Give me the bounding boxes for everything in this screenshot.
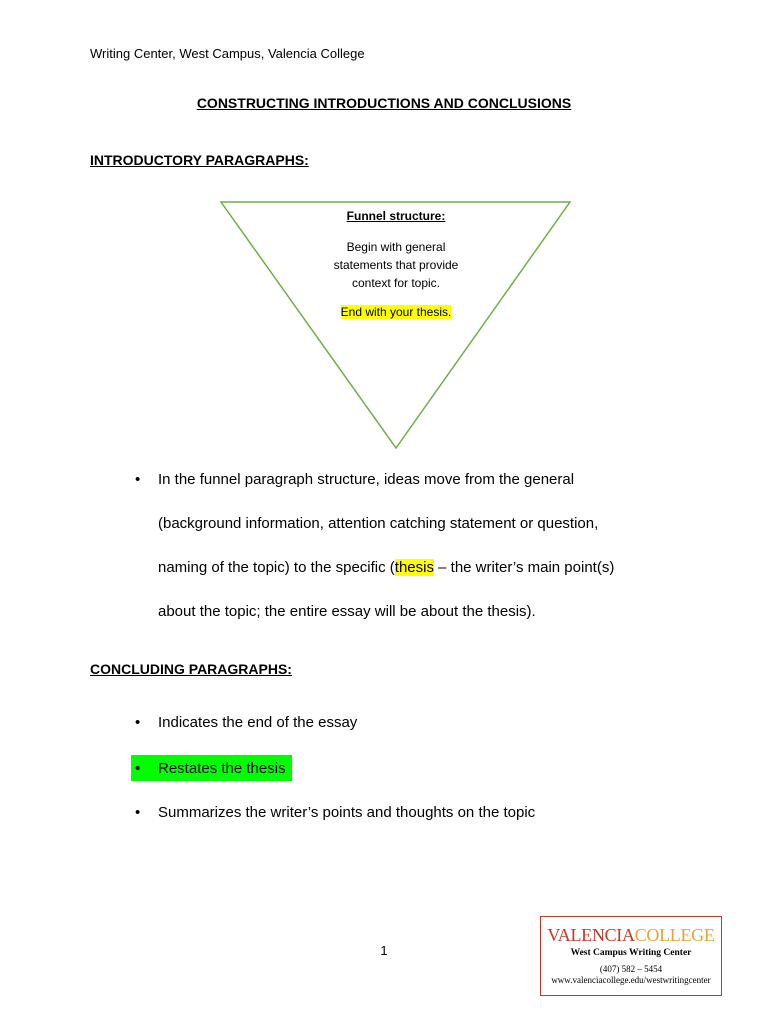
logo-phone: (407) 582 – 5454 xyxy=(599,964,663,974)
funnel-body-line: statements that provide xyxy=(333,258,459,272)
funnel-body-line: context for topic. xyxy=(351,276,441,290)
document-title: CONSTRUCTING INTRODUCTIONS AND CONCLUSIONS xyxy=(196,95,572,111)
line-text-after: – the writer’s main point(s) xyxy=(433,559,615,576)
funnel-title: Funnel structure: xyxy=(346,209,446,223)
conclusion-item: Indicates the end of the essay xyxy=(158,714,358,731)
funnel-thesis xyxy=(296,303,496,321)
logo-valencia: VALENCIA xyxy=(547,925,635,945)
bullet-icon: • xyxy=(135,804,141,821)
line-text-before: naming of the topic) to the specific ( xyxy=(158,559,395,576)
bullet-icon: • xyxy=(135,714,141,731)
logo-college: COLLEGE xyxy=(634,925,715,945)
funnel-body-line: Begin with general xyxy=(346,240,446,254)
funnel-thesis-highlight: End with your thesis. xyxy=(340,305,452,319)
bullet-icon: • xyxy=(135,471,141,488)
bullet-icon: • xyxy=(135,760,141,777)
page-number: 1 xyxy=(380,943,388,958)
funnel-body xyxy=(296,238,496,292)
intro-heading: INTRODUCTORY PARAGRAPHS: xyxy=(90,152,309,168)
valencia-college-logo xyxy=(540,916,722,996)
conclusion-item: Summarizes the writer’s points and thoughts on the topic xyxy=(158,804,536,821)
conclusion-item-highlighted: Restates the thesis xyxy=(158,760,286,777)
running-header: Writing Center, West Campus, Valencia College xyxy=(90,46,365,61)
logo-wordmark xyxy=(541,925,721,945)
intro-bullet-line: about the topic; the entire essay will be about the thesis). xyxy=(158,603,536,620)
conclusion-heading: CONCLUDING PARAGRAPHS: xyxy=(90,661,292,677)
thesis-highlight: thesis xyxy=(394,559,434,576)
intro-bullet-line: In the funnel paragraph structure, ideas move from the general xyxy=(158,471,575,488)
intro-bullet-line: (background information, attention catching statement or question, xyxy=(158,515,599,532)
logo-url: www.valenciacollege.edu/westwritingcenter xyxy=(551,975,711,985)
intro-bullet-line xyxy=(158,559,614,576)
logo-subtitle: West Campus Writing Center xyxy=(570,948,692,958)
